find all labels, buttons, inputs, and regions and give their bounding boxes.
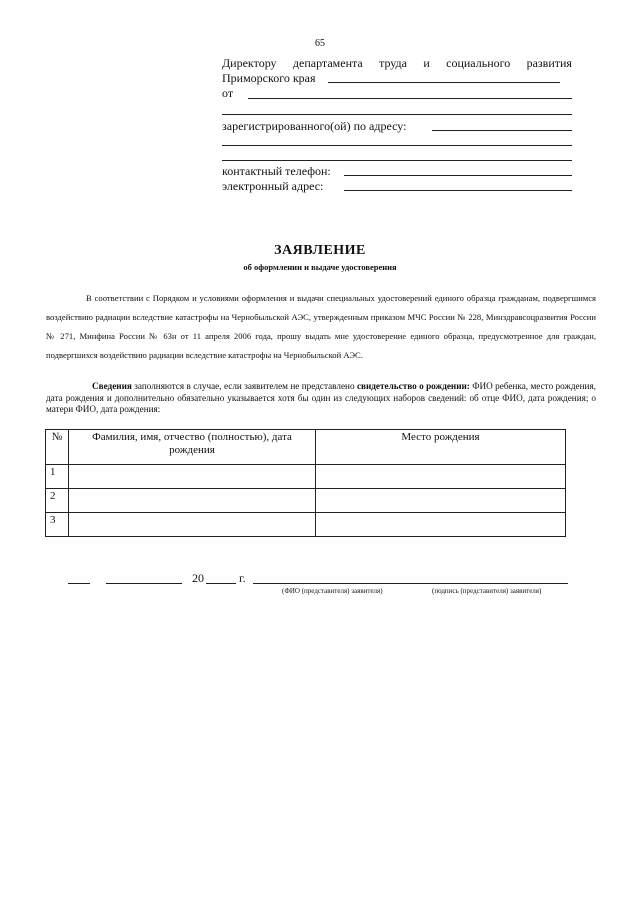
email-label: электронный адрес: xyxy=(222,179,324,193)
address-field-line-3[interactable] xyxy=(222,160,572,161)
name-cell[interactable] xyxy=(69,513,316,537)
page-number: 65 xyxy=(315,38,325,49)
children-info-table xyxy=(45,429,566,537)
recipient-word: труда xyxy=(379,56,407,70)
email-field-line[interactable] xyxy=(344,190,572,191)
region-field-line[interactable] xyxy=(328,82,560,83)
date-day-line[interactable] xyxy=(68,583,90,584)
note-text-1: заполняются в случае, если заявителем не представлено xyxy=(131,381,357,391)
caption-fio: (ФИО (представителя) заявителя) xyxy=(282,587,383,595)
phone-field-line[interactable] xyxy=(344,175,572,176)
table-row xyxy=(46,513,566,537)
document-subtitle: об оформлении и выдаче удостоверения xyxy=(243,262,397,272)
signature-line[interactable] xyxy=(253,583,568,584)
address-field-line-2[interactable] xyxy=(222,145,572,146)
recipient-word: развития xyxy=(526,56,572,70)
table-row xyxy=(46,489,566,513)
from-field-line-2[interactable] xyxy=(222,114,572,115)
caption-signature: (подпись (представителя) заявителя) xyxy=(432,587,542,595)
col-header-number: № xyxy=(46,430,69,465)
recipient-word: департамента xyxy=(292,56,363,70)
year-prefix: 20 xyxy=(192,571,204,585)
from-field-line[interactable] xyxy=(248,98,572,99)
phone-label: контактный телефон: xyxy=(222,164,331,178)
table-header-row xyxy=(46,430,566,465)
birthplace-cell[interactable] xyxy=(316,513,566,537)
name-cell[interactable] xyxy=(69,489,316,513)
note-paragraph xyxy=(46,381,596,416)
date-year-line[interactable] xyxy=(206,583,236,584)
body-paragraph xyxy=(46,289,596,365)
date-month-line[interactable] xyxy=(106,583,182,584)
recipient-line xyxy=(222,56,572,71)
registered-address-label: зарегистрированного(ой) по адресу: xyxy=(222,119,407,133)
col-header-birthplace: Место рождения xyxy=(316,430,566,465)
row-number: 3 xyxy=(46,513,69,537)
year-suffix: г. xyxy=(239,571,246,585)
recipient-word: социального xyxy=(446,56,511,70)
name-cell[interactable] xyxy=(69,465,316,489)
birthplace-cell[interactable] xyxy=(316,489,566,513)
recipient-word: и xyxy=(423,56,430,70)
document-title: ЗАЯВЛЕНИЕ xyxy=(274,243,366,258)
note-bold-1: Сведения xyxy=(92,381,132,391)
note-text-2: ФИО ребенка, место рождения, дата рождения и дополнительно обязательно указывается хотя бы один из следующих наборов сведений: об отце ФИО, дата рождения; о матери ФИО, дата рождения: xyxy=(46,381,596,414)
recipient-word: Директору xyxy=(222,56,277,70)
col-header-name: Фамилия, имя, отчество (полностью), дата рождения xyxy=(69,430,316,465)
address-field-line[interactable] xyxy=(432,130,572,131)
table-row xyxy=(46,465,566,489)
note-bold-2: свидетельство о рождении: xyxy=(356,381,470,391)
row-number: 1 xyxy=(46,465,69,489)
region-label: Приморского края xyxy=(222,71,316,85)
from-label: от xyxy=(222,86,234,100)
body-paragraph-text: В соответствии с Порядком и условиями оформления и выдачи специальных удостоверений единого образца гражданам, подвергшимся воздействию радиации вследствие катастрофы на Чернобыльской АЭС, утвержденным приказом МЧС России № 228, Минздравсоцразвития России № 271, Минфина России № 63н от 11 апреля 2006 года, прошу выдать мне удостоверение единого образца, предусмотренное для граждан, подвергшихся воздействию радиации вследствие катастрофы на Чернобыльской АЭС. xyxy=(46,293,596,360)
row-number: 2 xyxy=(46,489,69,513)
birthplace-cell[interactable] xyxy=(316,465,566,489)
